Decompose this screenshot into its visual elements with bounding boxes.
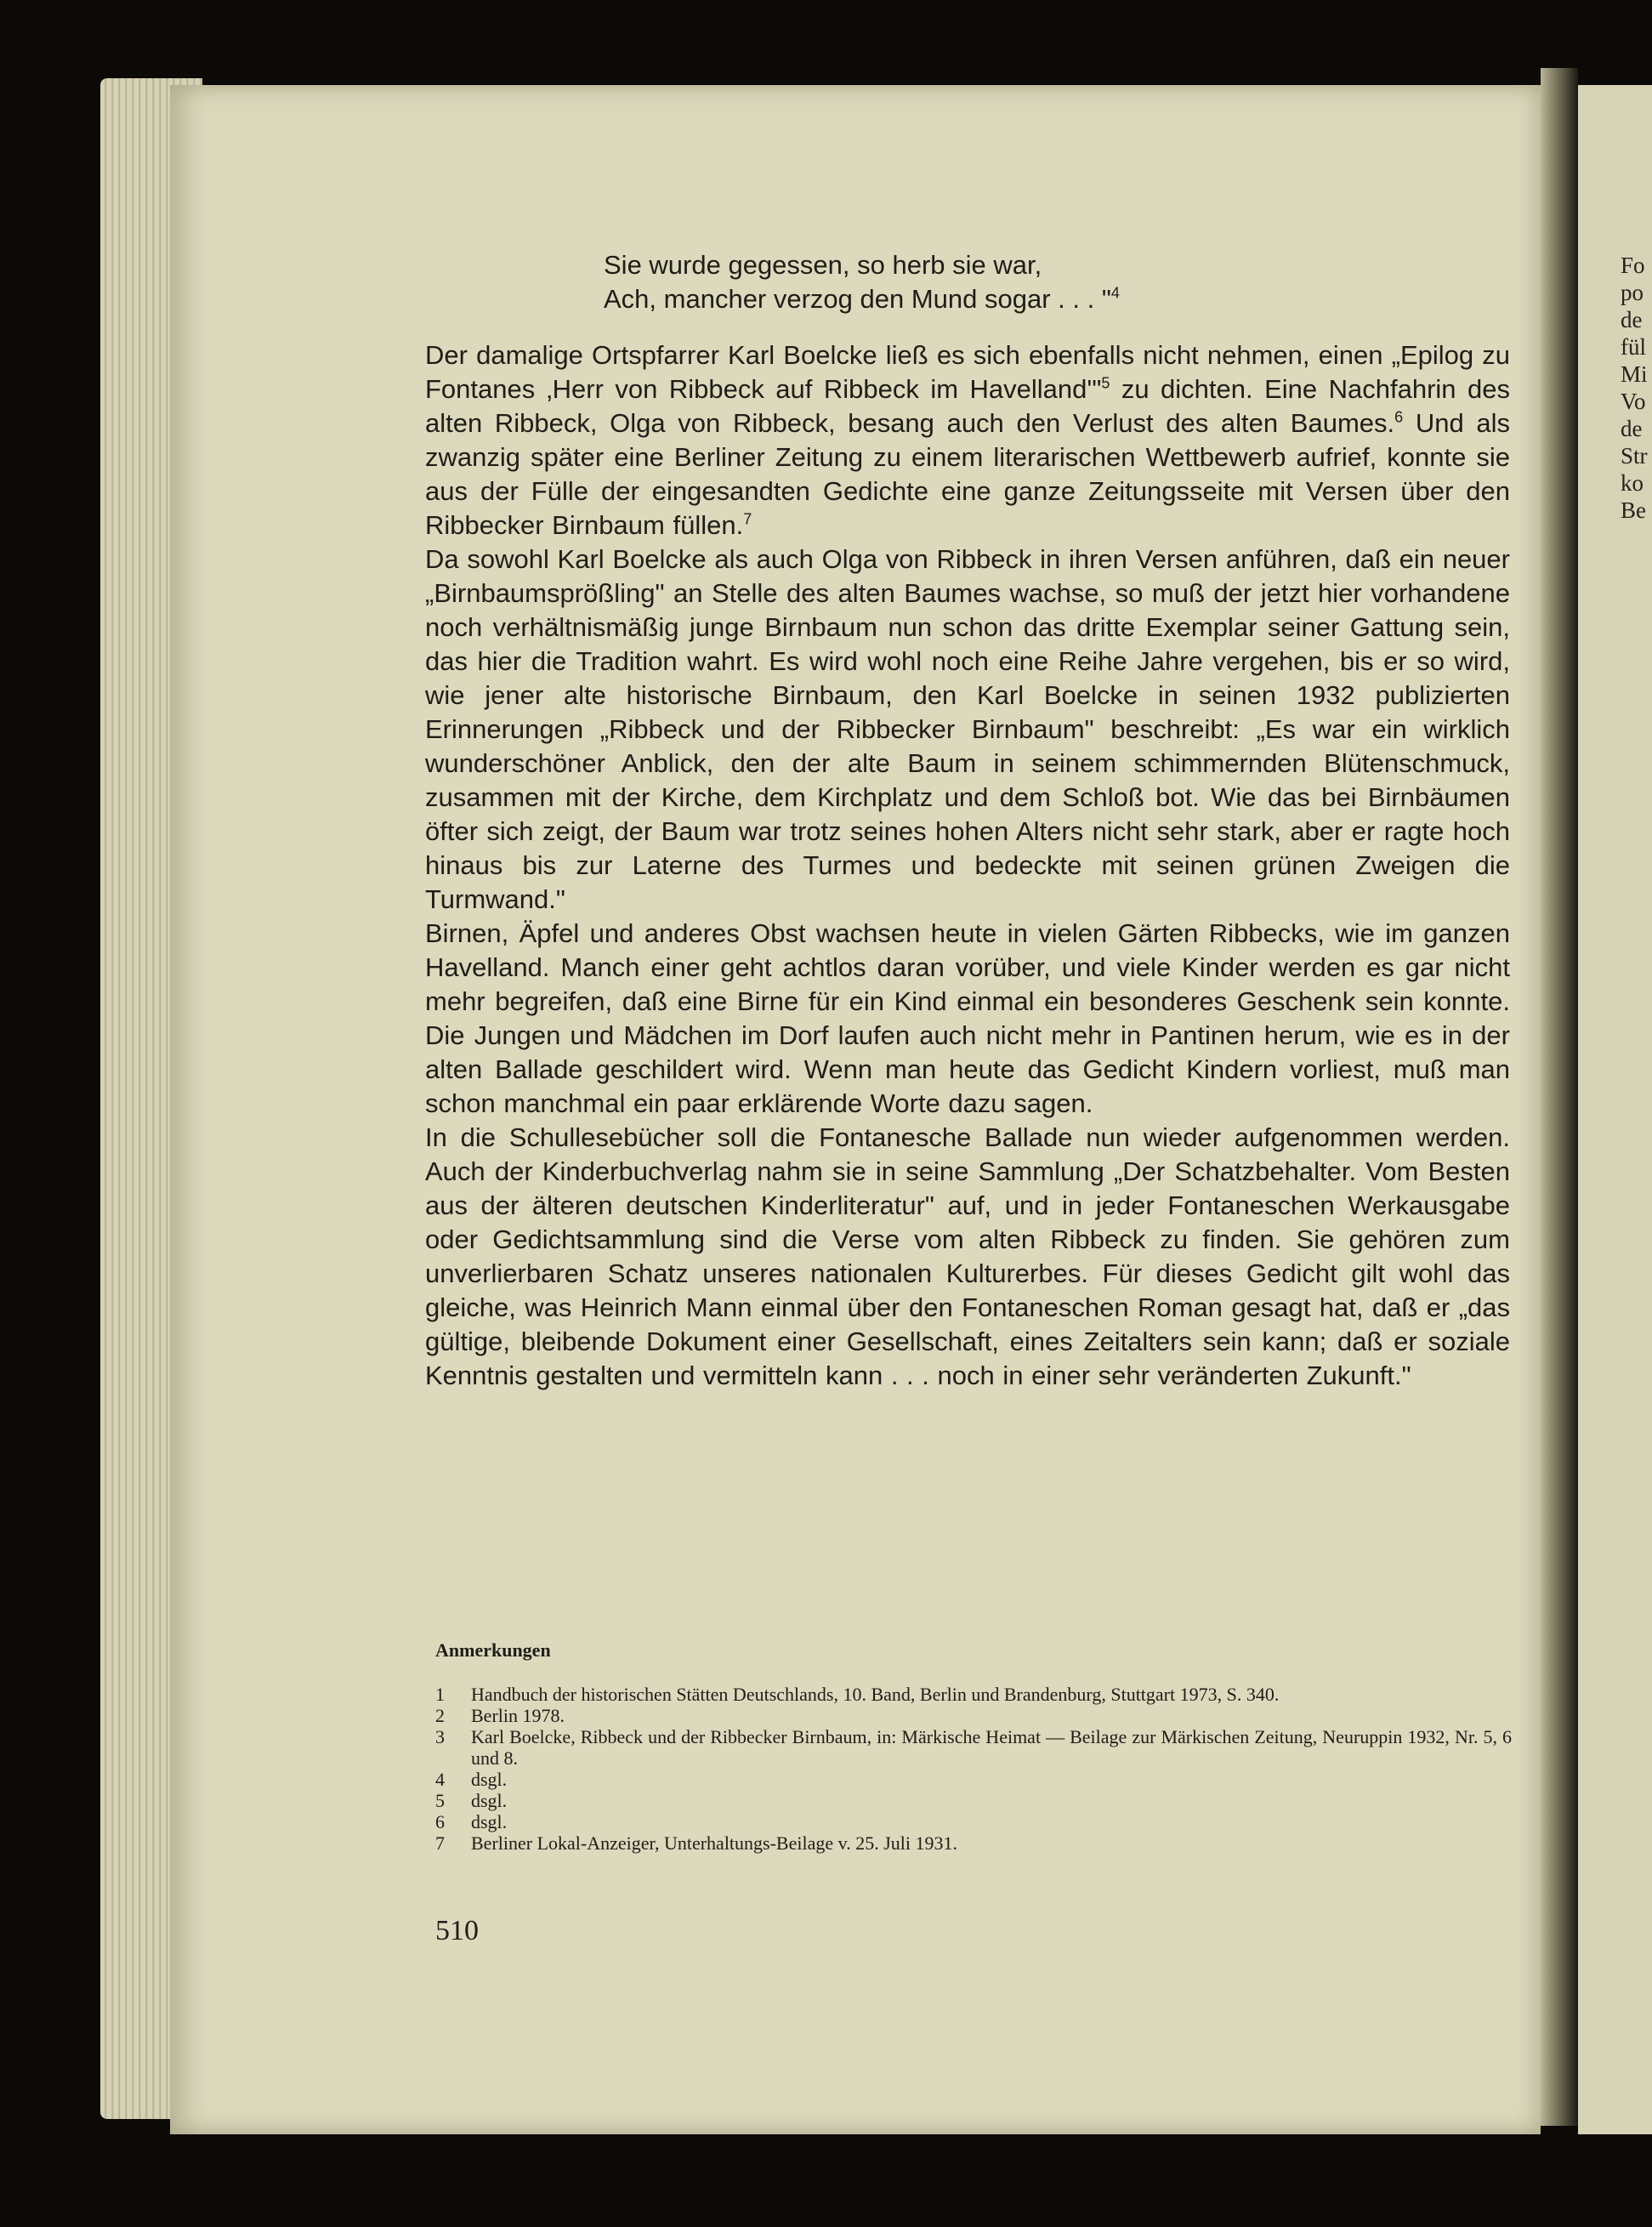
notes-heading: Anmerkungen bbox=[435, 1639, 551, 1661]
right-page-fragment: Fo bbox=[1621, 253, 1645, 278]
note-item bbox=[435, 1705, 1512, 1726]
right-page-fragment: Be bbox=[1621, 497, 1646, 523]
right-page-fragment: Mi bbox=[1621, 361, 1648, 387]
paragraph-1-part-c: Und als zwanzig später eine Berliner Zeitung zu einem literarischen Wettbewerb aufrief, konnte sie aus der Fülle der eingesandten Gedichte eine ganze Zeitungsseite mit Versen über den Ribbecker Birnbaum füllen. bbox=[425, 408, 1510, 540]
note-number: 7 bbox=[435, 1832, 445, 1854]
right-page-fragment: po bbox=[1621, 280, 1643, 305]
right-page-fragment: de bbox=[1621, 307, 1643, 332]
footnote-ref-5: 5 bbox=[1101, 374, 1110, 392]
book-gutter bbox=[1541, 68, 1578, 2126]
note-item bbox=[435, 1726, 1512, 1769]
right-page-fragment: ko bbox=[1621, 470, 1643, 496]
verse-quote bbox=[604, 248, 1120, 316]
paragraph-4: In die Schullesebücher soll die Fontanesche Ballade nun wieder aufgenommen werden. Auch der Kinderbuchverlag nahm sie in seine Sammlung „Der Schatzbehalter. Vom Besten aus der älteren deutschen Kinderliteratur" auf, und in jeder Fontaneschen Werkausgabe oder Gedichtsammlung sind die Verse vom alten Ribbeck zu finden. Sie gehören zum unverlierbaren Schatz unseres nationalen Kulturerbes. Für dieses Gedicht gilt wohl das gleiche, was Heinrich Mann einmal über den Fontaneschen Roman gesagt hat, daß er „das gültige, bleibende Dokument einer Gesellschaft, eines Zeitalters sein kann; daß er soziale Kenntnis gestalten und vermitteln kann . . . noch in einer sehr veränderten Zukunft." bbox=[425, 1122, 1510, 1390]
notes-list bbox=[435, 1684, 1512, 1854]
note-item bbox=[435, 1811, 1512, 1832]
page-number: 510 bbox=[435, 1915, 479, 1946]
note-text: Berliner Lokal-Anzeiger, Unterhaltungs-Beilage v. 25. Juli 1931. bbox=[471, 1832, 957, 1854]
note-number: 6 bbox=[435, 1811, 445, 1832]
verse-line-1: Sie wurde gegessen, so herb sie war, bbox=[604, 250, 1042, 280]
note-text: dsgl. bbox=[471, 1769, 508, 1790]
note-number: 1 bbox=[435, 1684, 445, 1705]
verse-line-2 bbox=[604, 282, 1120, 316]
note-item bbox=[435, 1684, 1512, 1705]
footnote-ref-7: 7 bbox=[743, 510, 752, 528]
note-item bbox=[435, 1769, 1512, 1790]
footnote-ref-6: 6 bbox=[1394, 408, 1404, 426]
note-number: 2 bbox=[435, 1705, 445, 1726]
right-page-fragment: Str bbox=[1621, 443, 1648, 469]
paragraph-1-part-a: Der damalige Ortspfarrer Karl Boelcke ließ es sich ebenfalls nicht nehmen, einen „Epilog zu Fontanes ‚Herr von Ribbeck auf Ribbeck im Havelland'" bbox=[425, 340, 1510, 404]
right-page bbox=[1578, 85, 1652, 2134]
paragraph-3: Birnen, Äpfel und anderes Obst wachsen heute in vielen Gärten Ribbecks, wie im ganzen Havelland. Manch einer geht achtlos daran vorüber, und viele Kinder werden es gar nicht mehr begreifen, daß eine Birne für ein Kind einmal ein besonderes Geschenk sein konnte. Die Jungen und Mädchen im Dorf laufen auch nicht mehr in Pantinen herum, wie es in der alten Ballade geschildert wird. Wenn man heute das Gedicht Kindern vorliest, muß man schon manchmal ein paar erklärende Worte dazu sagen. bbox=[425, 918, 1510, 1118]
paragraph-1-part-b: zu dichten. Eine Nachfahrin des alten Ribbeck, Olga von Ribbeck, besang auch den Verlust des alten Baumes. bbox=[425, 374, 1510, 438]
paragraph-1 bbox=[425, 338, 1510, 543]
note-text: Berlin 1978. bbox=[471, 1705, 565, 1726]
note-text: dsgl. bbox=[471, 1790, 508, 1811]
right-page-fragment: Vo bbox=[1621, 389, 1646, 414]
note-item bbox=[435, 1832, 1512, 1854]
note-text: dsgl. bbox=[471, 1811, 508, 1832]
verse-line-2-text: Ach, mancher verzog den Mund sogar . . . " bbox=[604, 284, 1111, 314]
main-text bbox=[425, 338, 1510, 1393]
note-text: Handbuch der historischen Stätten Deutschlands, 10. Band, Berlin und Brandenburg, Stuttgart 1973, S. 340. bbox=[471, 1684, 1280, 1705]
note-number: 4 bbox=[435, 1769, 445, 1790]
note-item bbox=[435, 1790, 1512, 1811]
note-number: 3 bbox=[435, 1726, 445, 1747]
right-page-fragment: de bbox=[1621, 416, 1643, 441]
note-text: Karl Boelcke, Ribbeck und der Ribbecker Birnbaum, in: Märkische Heimat — Beilage zur Märkischen Zeitung, Neuruppin 1932, Nr. 5, 6 und 8. bbox=[471, 1726, 1512, 1769]
paragraph-2: Da sowohl Karl Boelcke als auch Olga von Ribbeck in ihren Versen anführen, daß ein neuer „Birnbaumsprößling" an Stelle des alten Baumes wachse, so muß der jetzt hier vorhandene noch verhältnismäßig junge Birnbaum nun schon das dritte Exemplar seiner Gattung sein, das hier die Tradition wahrt. Es wird wohl noch eine Reihe Jahre vergehen, bis er so wird, wie jener alte historische Birnbaum, den Karl Boelcke in seinen 1932 publizierten Erinnerungen „Ribbeck und der Ribbecker Birnbaum" beschreibt: „Es war ein wirklich wunderschöner Anblick, den der alte Baum in seinem schimmernden Blütenschmuck, zusammen mit der Kirche, dem Kirchplatz und dem Schloß bot. Wie das bei Birnbäumen öfter sich zeigt, der Baum war trotz seines hohen Alters nicht sehr stark, aber er ragte hoch hinaus bis zur Laterne des Turmes und bedeckte mit seinen grünen Zweigen die Turmwand." bbox=[425, 544, 1510, 914]
right-page-fragment: fül bbox=[1621, 334, 1646, 360]
footnote-ref-4: 4 bbox=[1110, 284, 1120, 302]
note-number: 5 bbox=[435, 1790, 445, 1811]
